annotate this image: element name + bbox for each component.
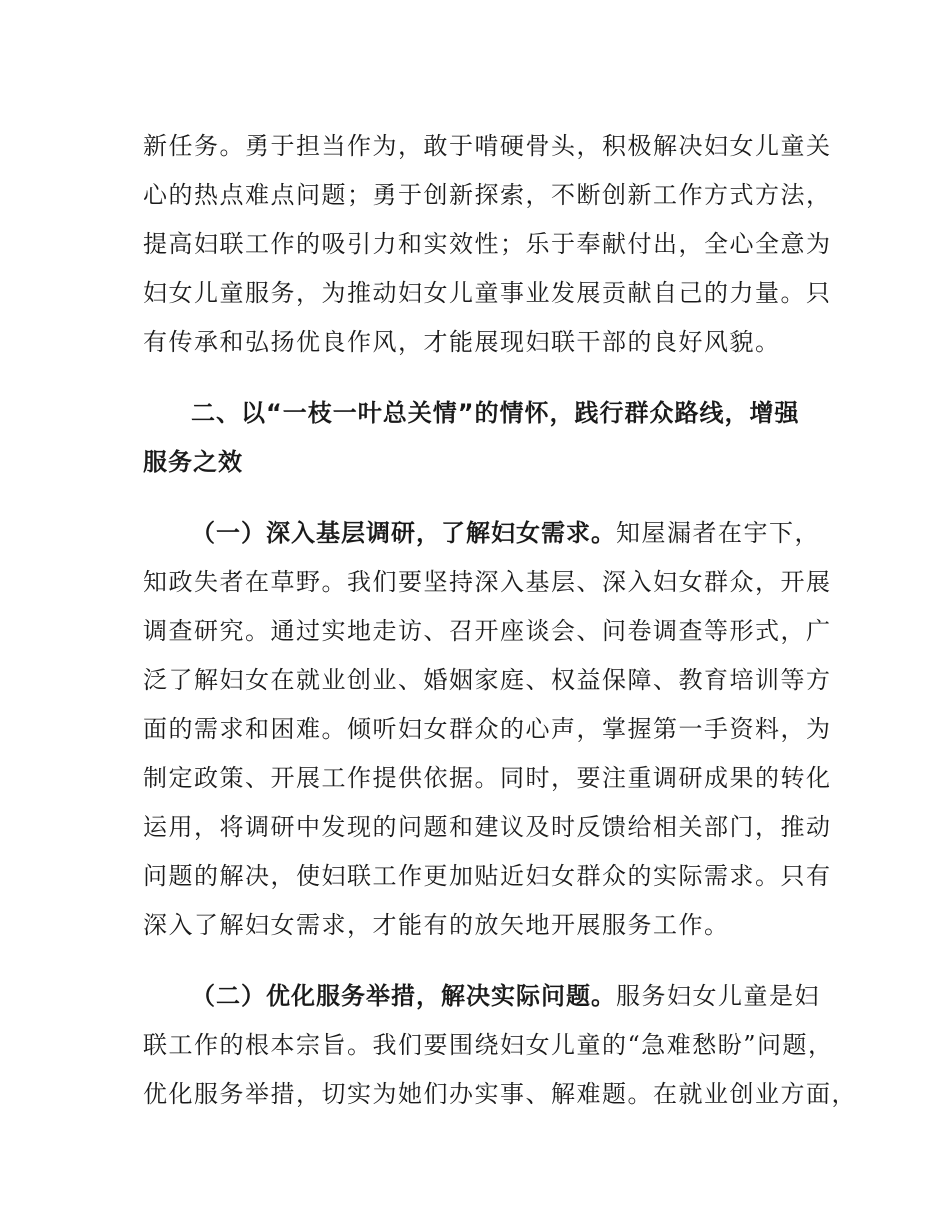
- text-line: 制定政策、开展工作提供依据。同时，要注重调研成果的转化: [143, 764, 832, 792]
- text-line: 联工作的根本宗旨。我们要围绕妇女儿童的“急难愁盼”问题，: [143, 1031, 834, 1059]
- text-line: 知政失者在草野。我们要坚持深入基层、深入妇女群众，开展: [143, 568, 832, 596]
- text-run: 服务妇女儿童是妇: [616, 982, 820, 1010]
- document-body: [143, 122, 857, 1119]
- text-line: 优化服务举措，切实为她们办实事、解难题。在就业创业方面，: [143, 1080, 857, 1108]
- text-line: 提高妇联工作的吸引力和实效性；乐于奉献付出，全心全意为: [143, 230, 832, 258]
- paragraph: [143, 972, 857, 1119]
- paragraph-gap: [143, 367, 813, 389]
- subsection-title: （二）优化服务举措，解决实际问题。: [191, 982, 616, 1010]
- heading-line: 二、以“一枝一叶总关情”的情怀，践行群众路线，增强: [191, 399, 800, 427]
- paragraph: [143, 122, 832, 367]
- text-line: 问题的解决，使妇联工作更加贴近妇女群众的实际需求。只有: [143, 862, 832, 890]
- text-line: 妇女儿童服务，为推动妇女儿童事业发展贡献自己的力量。只: [143, 279, 832, 307]
- paragraph-gap: [143, 487, 813, 509]
- text-line: 有传承和弘扬优良作风，才能展现妇联干部的良好风貌。: [143, 328, 781, 356]
- text-line: 泛了解妇女在就业创业、婚姻家庭、权益保障、教育培训等方: [143, 666, 832, 694]
- text-line: 调查研究。通过实地走访、召开座谈会、问卷调查等形式，广: [143, 617, 832, 645]
- text-line: 面的需求和困难。倾听妇女群众的心声，掌握第一手资料，为: [143, 715, 832, 743]
- text-run: 知屋漏者在宇下，: [616, 519, 820, 547]
- text-line: 新任务。勇于担当作为，敢于啃硬骨头，积极解决妇女儿童关: [143, 132, 832, 160]
- heading-line: 服务之效: [143, 448, 243, 476]
- text-line: [143, 972, 820, 1021]
- text-line: 运用，将调研中发现的问题和建议及时反馈给相关部门，推动: [143, 813, 832, 841]
- text-line: 心的热点难点问题；勇于创新探索，不断创新工作方式方法，: [143, 181, 832, 209]
- text-line: 深入了解妇女需求，才能有的放矢地开展服务工作。: [143, 911, 730, 939]
- section-heading: [143, 389, 813, 487]
- paragraph-gap: [143, 950, 813, 972]
- text-line: [143, 509, 820, 558]
- subsection-title: （一）深入基层调研，了解妇女需求。: [191, 519, 616, 547]
- paragraph: [143, 509, 832, 950]
